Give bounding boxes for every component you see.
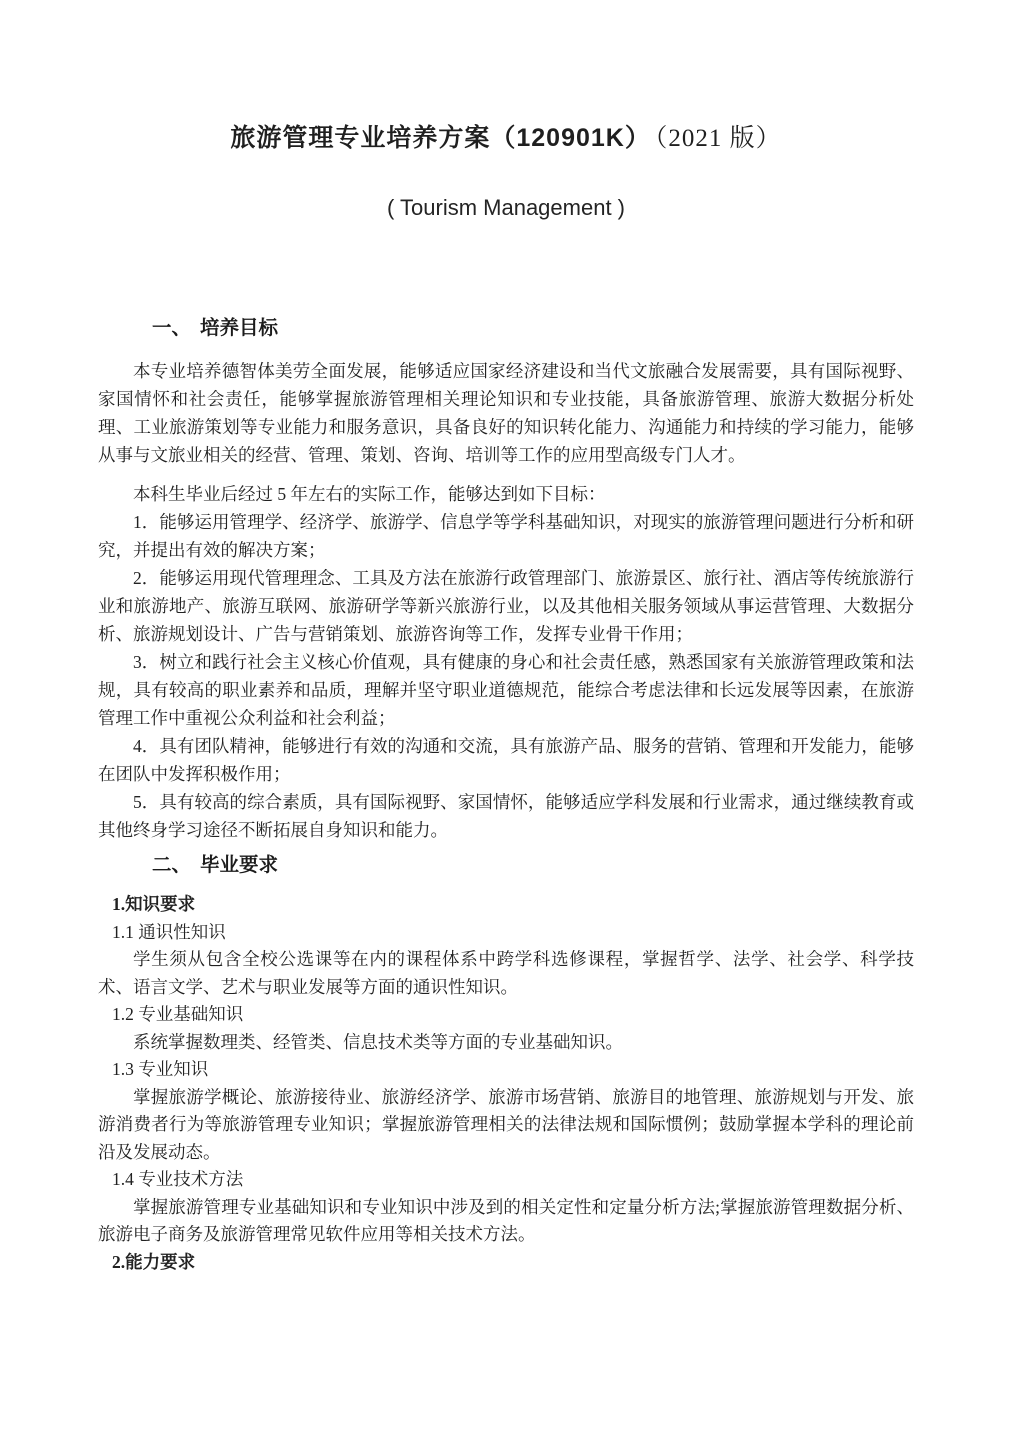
knowledge-body-1-4: 掌握旅游管理专业基础知识和专业知识中涉及到的相关定性和定量分析方法;掌握旅游管理数据分析、旅游电子商务及旅游管理常见软件应用等相关技术方法。 — [98, 1196, 914, 1244]
knowledge-subheading-1-3: 1.3 专业知识 — [112, 1059, 209, 1079]
goal-item-3: 3．树立和践行社会主义核心价值观，具有健康的身心和社会责任感，熟悉国家有关旅游管理政策和法规，具有较高的职业素养和品质，理解并坚守职业道德规范，能综合考虑法律和长远发展等因素，在旅游管理工作中重视公众利益和社会利益； — [98, 652, 914, 728]
knowledge-body-1-3: 掌握旅游学概论、旅游接待业、旅游经济学、旅游市场营销、旅游目的地管理、旅游规划与开发、旅游消费者行为等旅游管理专业知识；掌握旅游管理相关的法律法规和国际惯例；鼓励掌握本学科的理论前沿及发展动态。 — [98, 1086, 914, 1162]
section-number: 二、 — [152, 854, 192, 876]
knowledge-requirements-heading: 1.知识要求 — [112, 894, 196, 914]
section-heading-label: 培养目标 — [200, 317, 279, 339]
goal-item-1: 1．能够运用管理学、经济学、旅游学、信息学等学科基础知识，对现实的旅游管理问题进行分析和研究，并提出有效的解决方案； — [98, 512, 914, 560]
document-subtitle-english: ( Tourism Management ) — [386, 195, 625, 220]
document-title — [98, 121, 914, 156]
graduate-goals-lead-paragraph: 本科生毕业后经过 5 年左右的实际工作，能够达到如下目标： — [133, 484, 606, 504]
document-title-edition: （2021 版） — [654, 125, 782, 152]
knowledge-body-1-2: 系统掌握数理类、经管类、信息技术类等方面的专业基础知识。 — [133, 1031, 623, 1052]
goal-item-5: 5．具有较高的综合素质，具有国际视野、家国情怀，能够适应学科发展和行业需求，通过继续教育或其他终身学习途径不断拓展自身知识和能力。 — [98, 792, 914, 840]
section-heading-graduation-requirements — [98, 852, 914, 879]
ability-requirements-heading: 2.能力要求 — [112, 1251, 196, 1272]
goal-item-2: 2．能够运用现代管理理念、工具及方法在旅游行政管理部门、旅游景区、旅行社、酒店等传统旅游行业和旅游地产、旅游互联网、旅游研学等新兴旅游行业，以及其他相关服务领域从事运营管理、大数据分析、旅游规划设计、广告与营销策划、旅游咨询等工作，发挥专业骨干作用； — [98, 568, 914, 644]
training-objectives-intro-paragraph: 本专业培养德智体美劳全面发展，能够适应国家经济建设和当代文旅融合发展需要，具有国际视野、家国情怀和社会责任，能够掌握旅游管理相关理论知识和专业技能，具备旅游管理、旅游大数据分析处理、工业旅游策划等专业能力和服务意识，具备良好的知识转化能力、沟通能力和持续的学习能力，能够从事与文旅业相关的经营、管理、策划、咨询、培训等工作的应用型高级专门人才。 — [98, 361, 914, 465]
knowledge-subheading-1-4: 1.4 专业技术方法 — [112, 1169, 244, 1189]
knowledge-subheading-1-2: 1.2 专业基础知识 — [112, 1004, 244, 1024]
section-heading-training-objectives — [98, 315, 914, 342]
document-title-main: 旅游管理专业培养方案（120901K） — [230, 124, 651, 152]
knowledge-body-1-1: 学生须从包含全校公选课等在内的课程体系中跨学科选修课程，掌握哲学、法学、社会学、科学技术、语言文学、艺术与职业发展等方面的通识性知识。 — [98, 949, 914, 997]
section-heading-label: 毕业要求 — [200, 854, 279, 876]
section-number: 一、 — [152, 317, 192, 339]
goal-item-4: 4．具有团队精神，能够进行有效的沟通和交流，具有旅游产品、服务的营销、管理和开发能力，能够在团队中发挥积极作用； — [98, 736, 914, 784]
knowledge-subheading-1-1: 1.1 通识性知识 — [112, 921, 226, 942]
